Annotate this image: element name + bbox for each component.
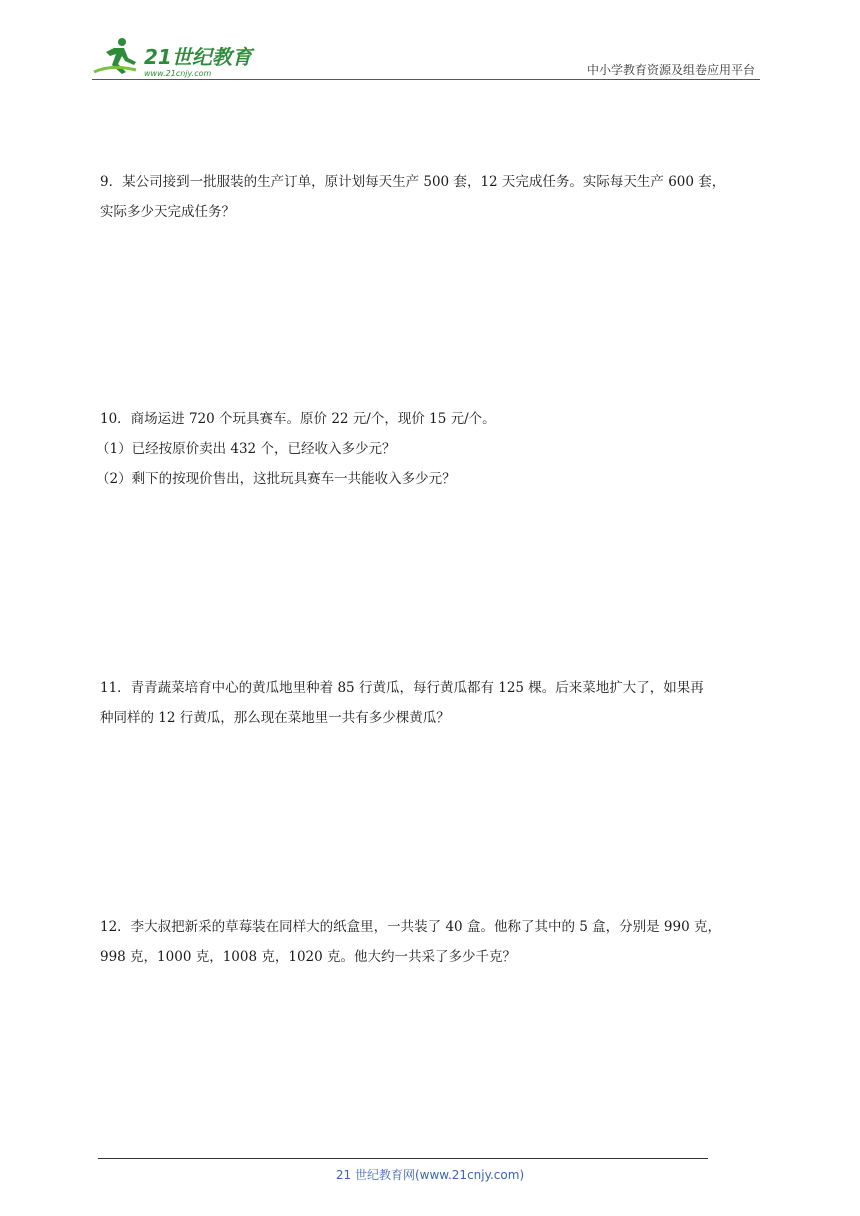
question-line: 10．商场运进 720 个玩具赛车。原价 22 元/个，现价 15 元/个。: [100, 411, 496, 427]
question-12: [100, 912, 765, 972]
question-10: [96, 404, 765, 494]
header-divider: [92, 79, 760, 80]
question-line: 11．青青蔬菜培育中心的黄瓜地里种着 85 行黄瓜，每行黄瓜都有 125 棵。后来菜地扩大了，如果再: [100, 680, 704, 696]
site-logo: [92, 34, 262, 80]
sub-question-2: （2）剩下的按现价售出，这批玩具赛车一共能收入多少元？: [96, 471, 456, 487]
question-line: 实际多少天完成任务？: [100, 204, 235, 220]
question-line: 种同样的 12 行黄瓜，那么现在菜地里一共有多少棵黄瓜？: [100, 710, 450, 726]
question-line: 12．李大叔把新采的草莓装在同样大的纸盒里，一共装了 40 盒。他称了其中的 5 盒，分别是 990 克，: [100, 919, 721, 935]
header-platform-name: 中小学教育资源及组卷应用平台: [586, 63, 755, 77]
logo-url: www.21cnjy.com: [144, 69, 212, 78]
footer-divider: [98, 1158, 708, 1159]
logo-text: 21世纪教育: [144, 45, 252, 69]
question-11: [100, 673, 765, 733]
question-line: 9．某公司接到一批服装的生产订单，原计划每天生产 500 套，12 天完成任务。实际每天生产 600 套，: [100, 174, 726, 190]
sub-question-1: （1）已经按原价卖出 432 个，已经收入多少元？: [96, 441, 396, 457]
runner-logo-icon: [92, 34, 262, 80]
question-9: [100, 167, 765, 227]
question-line: 998 克，1000 克，1008 克，1020 克。他大约一共采了多少千克？: [100, 949, 517, 965]
footer-site-link[interactable]: 21 世纪教育网(www.21cnjy.com): [335, 1168, 525, 1182]
